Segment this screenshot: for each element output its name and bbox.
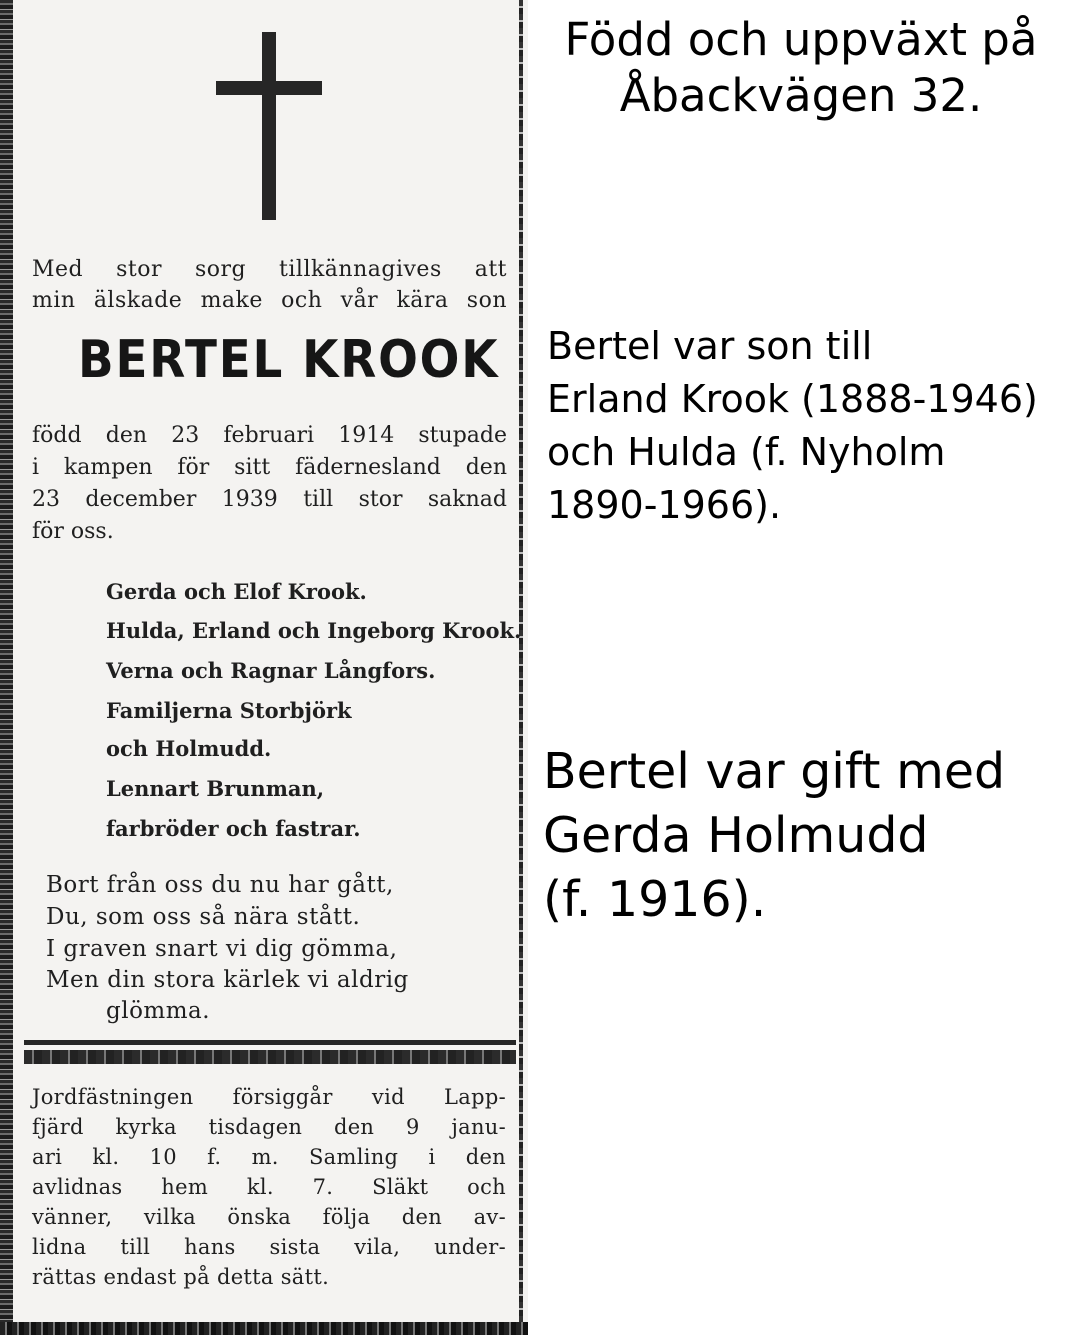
clipping-left-edge — [0, 0, 13, 1335]
body-line: i kampen för sitt fädernesland den — [32, 455, 507, 480]
funeral-line: rättas endast på detta sätt. — [32, 1265, 330, 1289]
verse-line: glömma. — [106, 998, 211, 1024]
intro-line: min älskade make och vår kära son — [32, 288, 507, 313]
deceased-name: BERTEL KROOK — [78, 330, 500, 390]
funeral-line: avlidnas hem kl. 7. Släkt och — [32, 1175, 506, 1199]
verse-line: Men din stora kärlek vi aldrig — [46, 967, 409, 993]
verse-line: Du, som oss så nära stått. — [46, 904, 361, 930]
clipping-right-edge — [519, 0, 523, 1335]
note-line: Född och uppväxt på — [564, 13, 1038, 66]
intro-line: Med stor sorg tillkännagives att — [32, 257, 507, 282]
note-line: Åbackvägen 32. — [619, 69, 983, 122]
spouse-note — [543, 740, 1063, 932]
body-line: 23 december 1939 till stor saknad — [32, 487, 507, 512]
mourner-line: Familjerna Storbjörk — [106, 698, 352, 723]
funeral-line: vänner, vilka önska följa den av- — [32, 1205, 506, 1229]
funeral-line: ari kl. 10 f. m. Samling i den — [32, 1145, 506, 1169]
divider-rule — [24, 1040, 516, 1045]
parents-note — [547, 320, 1067, 532]
note-line: Bertel var son till — [547, 324, 873, 368]
note-line: (f. 1916). — [543, 871, 767, 928]
mourner-line: och Holmudd. — [106, 736, 272, 761]
body-line: för oss. — [32, 519, 114, 544]
body-line: född den 23 februari 1914 stupade — [32, 423, 507, 448]
funeral-line: fjärd kyrka tisdagen den 9 janu- — [32, 1115, 506, 1139]
birthplace-note — [536, 12, 1066, 124]
note-line: Erland Krook (1888-1946) — [547, 377, 1038, 421]
mourner-line: Gerda och Elof Krook. — [106, 579, 367, 604]
note-line: Gerda Holmudd — [543, 807, 929, 864]
note-line: 1890-1966). — [547, 483, 782, 527]
funeral-line: Jordfästningen försiggår vid Lapp- — [32, 1085, 506, 1109]
verse-line: I graven snart vi dig gömma, — [46, 936, 398, 962]
clipping-bottom-edge — [0, 1322, 528, 1335]
mourner-line: Hulda, Erland och Ingeborg Krook. — [106, 618, 522, 643]
mourner-line: Lennart Brunman, — [106, 776, 325, 801]
newspaper-clipping — [0, 0, 528, 1335]
divider-band — [24, 1050, 516, 1064]
mourner-line: farbröder och fastrar. — [106, 816, 361, 841]
cross-vertical-bar — [262, 32, 276, 220]
funeral-line: lidna till hans sista vila, under- — [32, 1235, 506, 1259]
note-line: Bertel var gift med — [543, 743, 1006, 800]
verse-line: Bort från oss du nu har gått, — [46, 872, 394, 898]
mourner-line: Verna och Ragnar Långfors. — [106, 658, 436, 683]
cross-icon — [216, 32, 324, 222]
cross-horizontal-bar — [216, 81, 322, 95]
note-line: och Hulda (f. Nyholm — [547, 430, 946, 474]
